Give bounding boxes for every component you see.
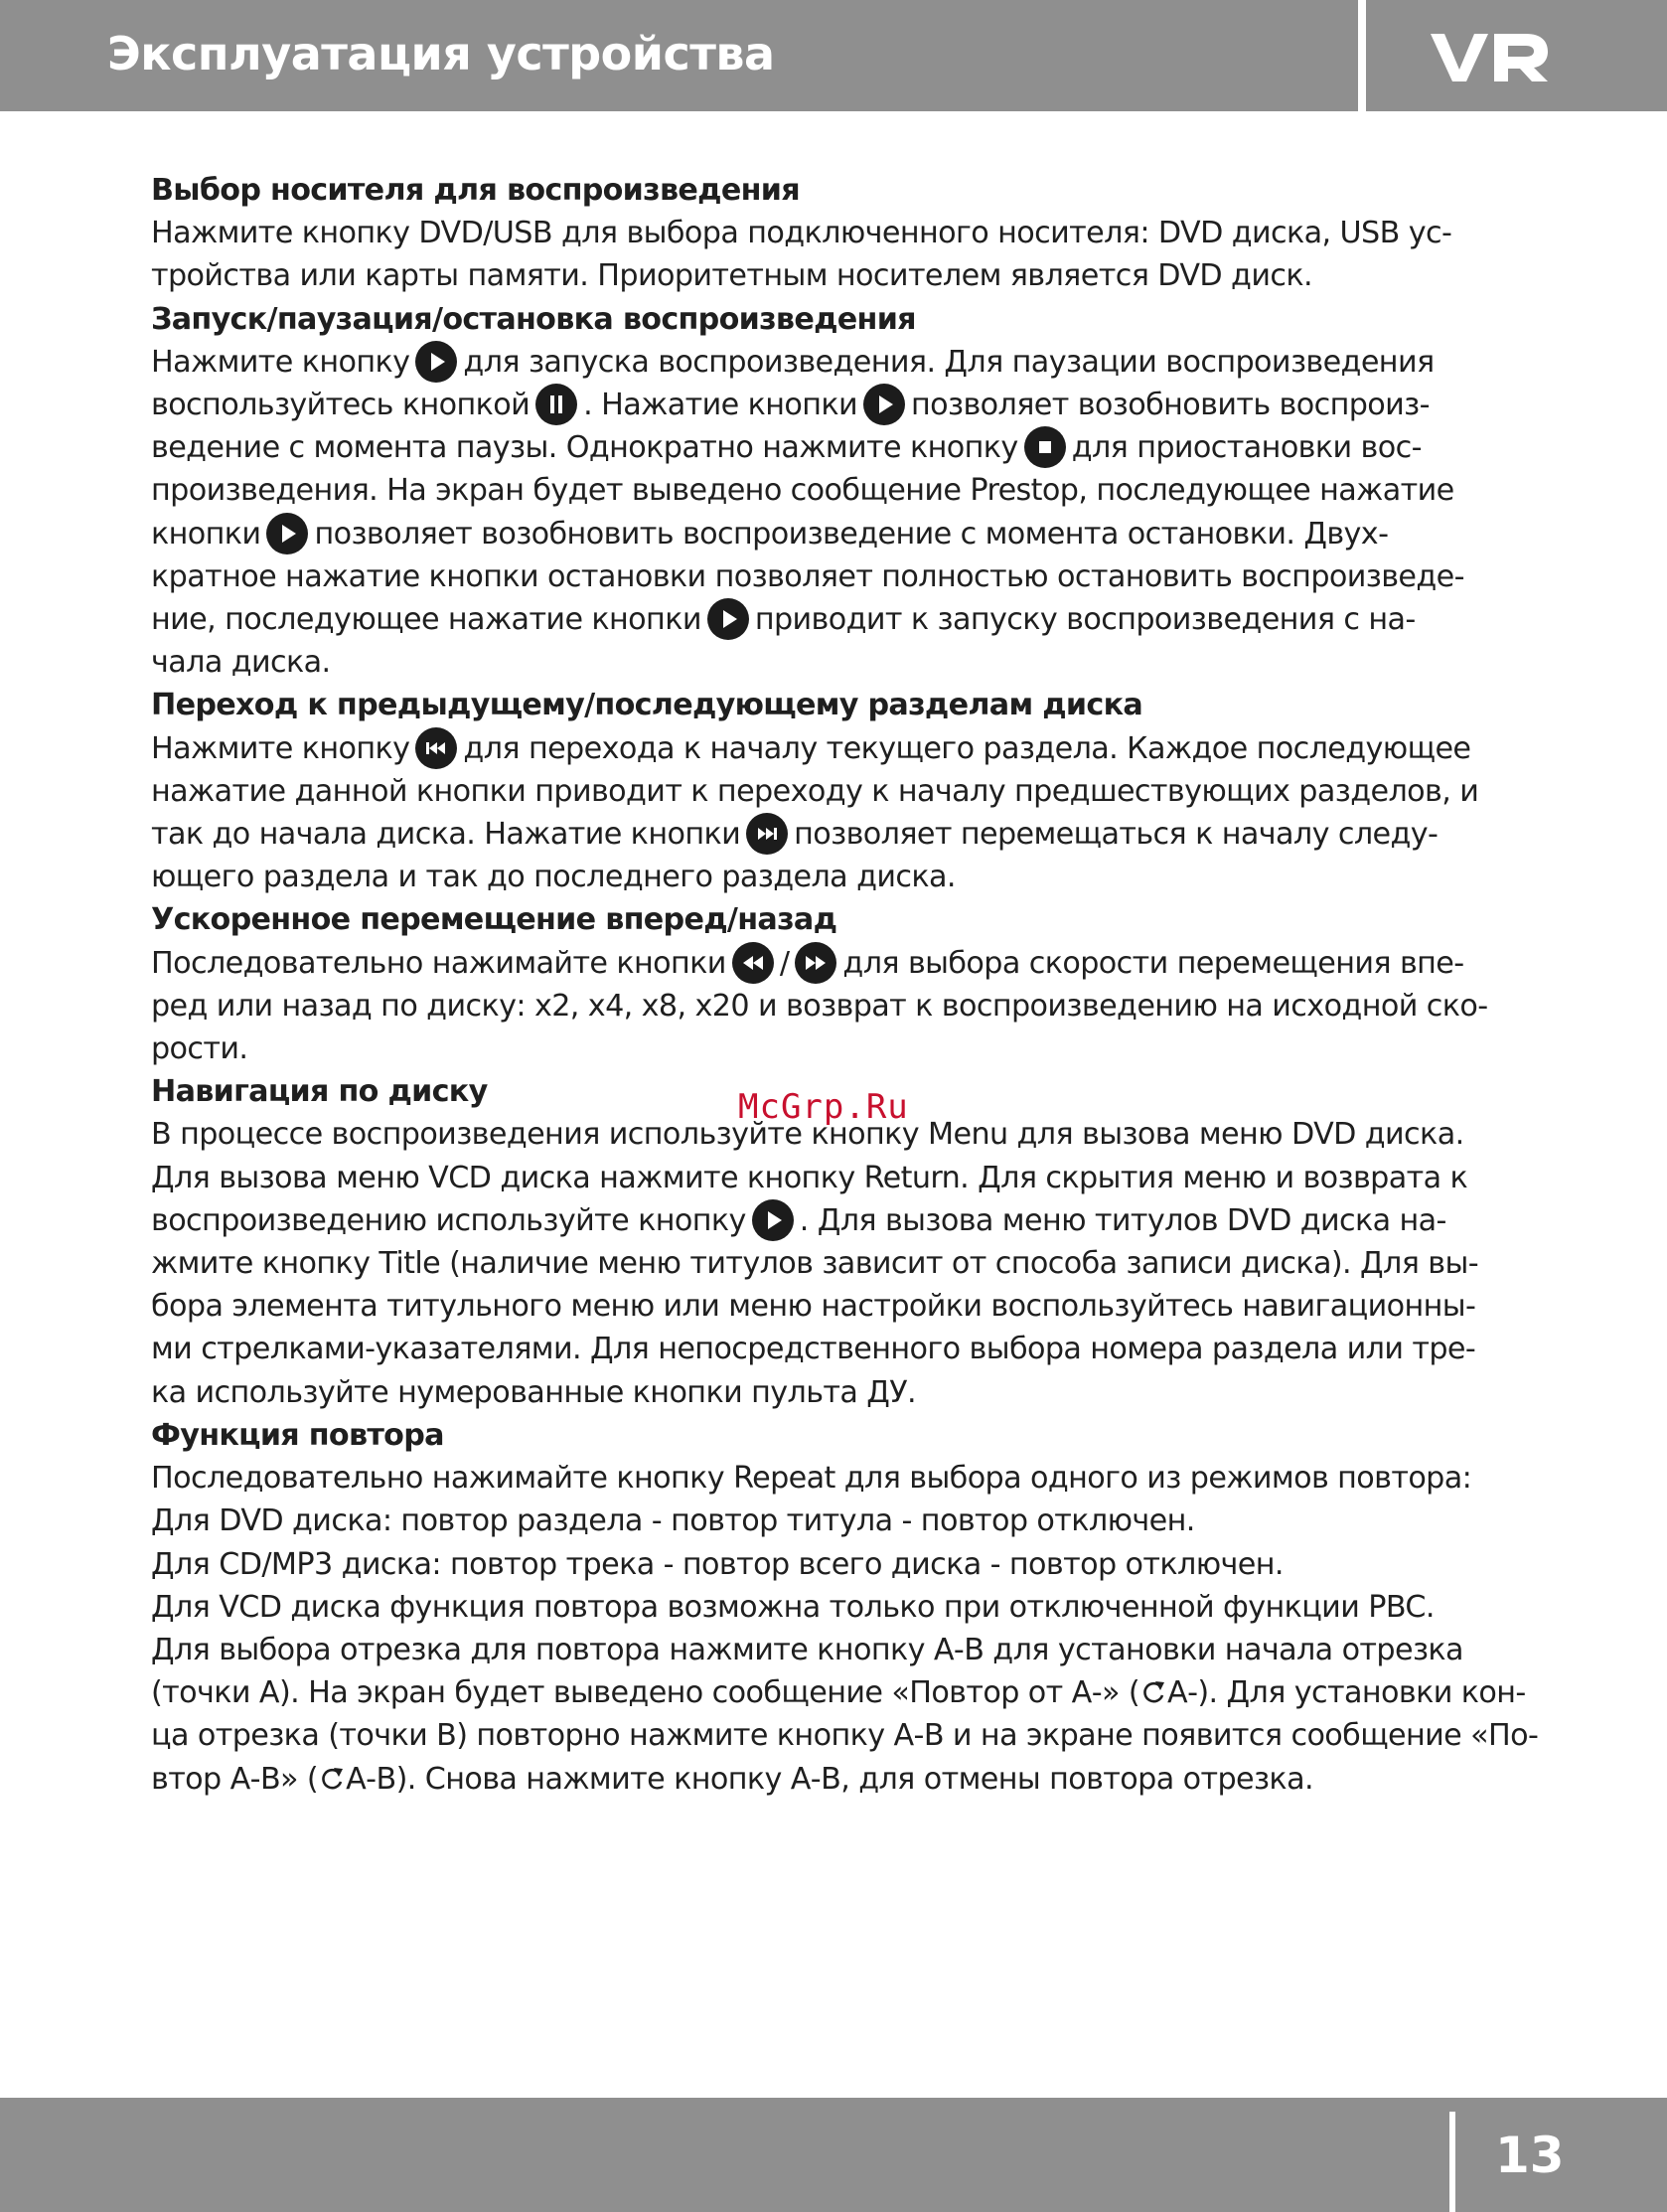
section-heading-scan: Ускоренное перемещение вперед/назад (151, 902, 837, 938)
stop-icon (1024, 426, 1066, 468)
text-span: для перехода к началу текущего раздела. Каждое последующее (463, 730, 1471, 766)
text-line (151, 598, 1542, 641)
text-line: тройства или карты памяти. Приоритетным носителем является DVD диск. (151, 258, 1312, 294)
page-title: Эксплуатация устройства (107, 27, 775, 80)
text-span: для выбора скорости перемещения впе- (842, 945, 1464, 981)
text-span: приводит к запуску воспроизведения с на- (754, 602, 1416, 638)
text-span: А-В). Снова нажмите кнопку А-В, для отмены повтора отрезка. (346, 1761, 1313, 1797)
text-line: чала диска. (151, 645, 331, 681)
watermark: McGrp.Ru (738, 1087, 909, 1127)
text-span: кнопки (151, 516, 261, 552)
text-line: Для вызова меню VCD диска нажмите кнопку Return. Для скрытия меню и возврата к (151, 1160, 1468, 1195)
text-line: ющего раздела и так до последнего раздела диска. (151, 860, 956, 895)
text-span: так до начала диска. Нажатие кнопки (151, 817, 741, 853)
previous-track-icon (415, 727, 457, 769)
text-span: (точки А). На экран будет выведено сообщение «Повтор от А-» ( (151, 1675, 1140, 1711)
text-span: для приостановки вос- (1071, 430, 1422, 466)
text-line: Последовательно нажимайте кнопку Repeat для выбора одного из режимов повтора: (151, 1461, 1472, 1497)
header-divider (1358, 0, 1366, 111)
text-line: Нажмите кнопку DVD/USB для выбора подключенного носителя: DVD диска, USB ус- (151, 216, 1452, 251)
section-heading-chapters: Переход к предыдущему/последующему разделам диска (151, 688, 1143, 723)
section-heading-media: Выбор носителя для воспроизведения (151, 173, 800, 208)
text-span: позволяет перемещаться к началу следу- (794, 817, 1439, 853)
text-line: Для CD/MP3 диска: повтор трека - повтор всего диска - повтор отключен. (151, 1546, 1284, 1582)
text-span: ние, последующее нажатие кнопки (151, 602, 701, 638)
text-line: бора элемента титульного меню или меню настройки воспользуйтесь навигационны- (151, 1289, 1476, 1325)
text-span: позволяет возобновить воспроиз- (911, 388, 1430, 423)
text-span: Нажмите кнопку (151, 730, 410, 766)
text-span: А-). Для установки кон- (1167, 1675, 1526, 1711)
text-line: жмите кнопку Title (наличие меню титулов зависит от способа записи диска). Для вы- (151, 1246, 1478, 1282)
text-span: втор А-В» ( (151, 1761, 319, 1797)
text-span: . Нажатие кнопки (583, 388, 858, 423)
text-line: нажатие данной кнопки приводит к переходу к началу предшествующих разделов, и (151, 773, 1479, 809)
section-heading-playback: Запуск/паузация/остановка воспроизведения (151, 301, 916, 337)
text-span: Последовательно нажимайте кнопки (151, 945, 726, 981)
play-icon (752, 1199, 794, 1241)
next-track-icon (746, 813, 788, 855)
text-line: Для DVD диска: повтор раздела - повтор титула - повтор отключен. (151, 1503, 1195, 1539)
section-heading-repeat: Функция повтора (151, 1417, 444, 1453)
text-line (151, 1671, 1542, 1714)
section-heading-navigation: Навигация по диску (151, 1074, 488, 1110)
text-line (151, 813, 1542, 856)
pause-icon (535, 384, 577, 425)
text-line (151, 384, 1542, 426)
text-line: ми стрелками-указателями. Для непосредственного выбора номера раздела или тре- (151, 1332, 1476, 1367)
text-span: Нажмите кнопку (151, 344, 410, 380)
text-span: позволяет возобновить воспроизведение с момента остановки. Двух- (314, 516, 1389, 552)
text-line (151, 426, 1542, 469)
text-line: В процессе воспроизведения используйте кнопку Menu для вызова меню DVD диска. (151, 1117, 1464, 1153)
text-line: ка используйте нумерованные кнопки пульта ДУ. (151, 1374, 917, 1410)
page-number: 13 (1495, 2127, 1565, 2184)
fast-forward-icon (795, 942, 836, 984)
text-span: воспользуйтесь кнопкой (151, 388, 530, 423)
text-line (151, 727, 1542, 770)
text-line (151, 513, 1542, 555)
text-span: ведение с момента паузы. Однократно нажмите кнопку (151, 430, 1018, 466)
page-footer (0, 2098, 1667, 2212)
footer-divider (1449, 2112, 1455, 2212)
text-line: произведения. На экран будет выведено сообщение Prestop, последующее нажатие (151, 473, 1454, 509)
play-icon (707, 598, 749, 640)
play-icon (863, 384, 905, 425)
text-line (151, 942, 1542, 985)
text-line (151, 1199, 1542, 1242)
text-span: . Для вызова меню титулов DVD диска на- (799, 1202, 1446, 1238)
text-span: / (779, 945, 790, 981)
play-icon (415, 341, 457, 383)
rewind-icon (732, 942, 774, 984)
text-line: кратное нажатие кнопки остановки позволяет полностью остановить воспроизведе- (151, 558, 1464, 594)
text-line: ред или назад по диску: х2, х4, х8, х20 и возврат к воспроизведению на исходной ско- (151, 988, 1488, 1024)
manual-body (151, 169, 1542, 1801)
text-line (151, 341, 1542, 384)
text-line: Для выбора отрезка для повтора нажмите кнопку А-В для установки начала отрезка (151, 1632, 1463, 1667)
text-line: ца отрезка (точки В) повторно нажмите кнопку А-В и на экране появится сообщение «По- (151, 1718, 1539, 1754)
repeat-icon (1139, 1678, 1167, 1706)
text-span: для запуска воспроизведения. Для паузации воспроизведения (463, 344, 1435, 380)
text-span: воспроизведению используйте кнопку (151, 1202, 746, 1238)
vr-logo (1431, 26, 1552, 89)
page-header (0, 0, 1667, 111)
repeat-icon (318, 1765, 346, 1793)
text-line: Для VCD диска функция повтора возможна только при отключенной функции PBC. (151, 1589, 1435, 1625)
text-line: рости. (151, 1031, 248, 1067)
text-line (151, 1758, 1542, 1801)
play-icon (266, 513, 308, 554)
